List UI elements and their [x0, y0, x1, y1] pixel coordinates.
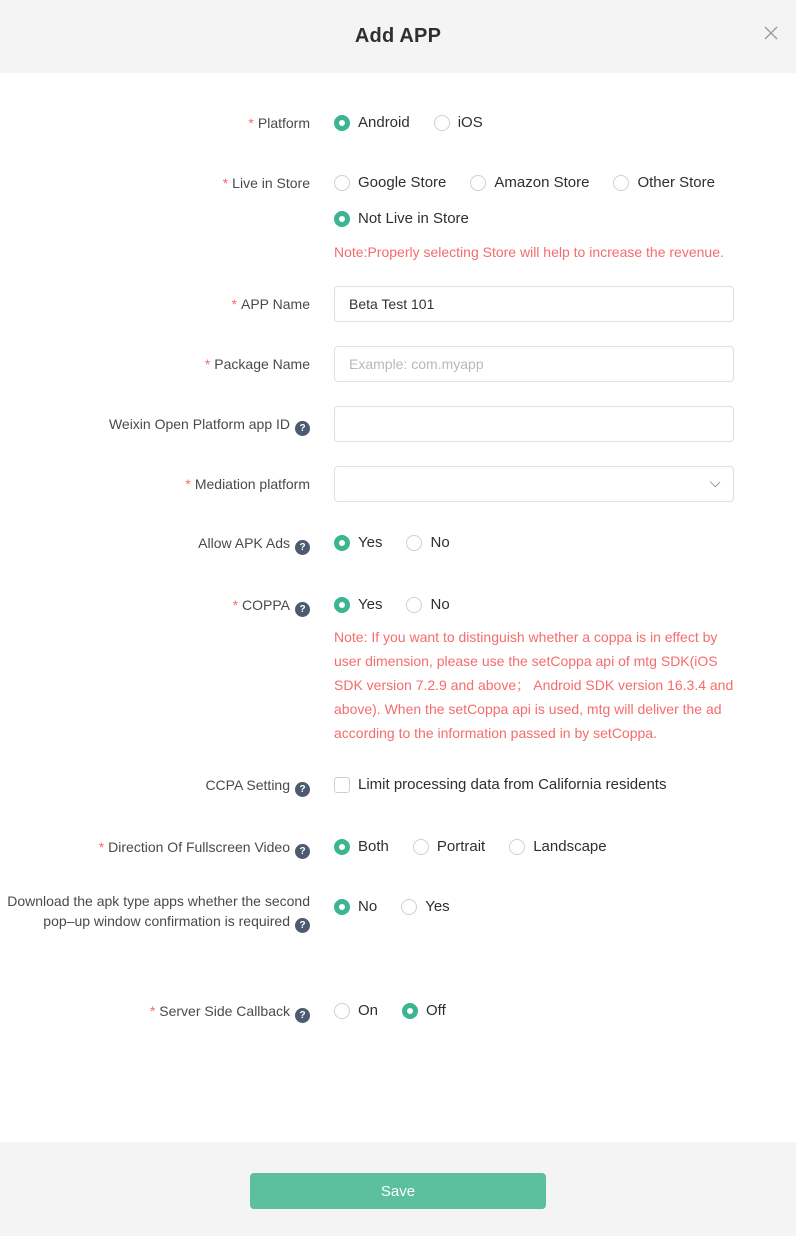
allow-apk-ads-radio-group	[334, 533, 734, 553]
chevron-down-icon	[710, 477, 721, 488]
mediation-platform-label: * Mediation platform	[185, 476, 310, 492]
weixin-app-id-label: Weixin Open Platform app ID ?	[0, 406, 310, 442]
radio-label: Yes	[358, 534, 383, 551]
radio-selected-icon	[334, 899, 350, 915]
callback-option-off[interactable]	[402, 1001, 446, 1021]
radio-icon	[413, 839, 429, 855]
coppa-option-yes[interactable]	[334, 595, 382, 615]
radio-label: Android	[358, 114, 410, 131]
ccpa-setting-label: CCPA Setting ?	[0, 775, 310, 797]
dialog-header	[0, 0, 796, 73]
dialog-title: Add APP	[354, 25, 442, 47]
required-marker: *	[231, 296, 237, 312]
apk-confirm-option-no[interactable]	[334, 897, 377, 917]
store-radio-group-line2	[334, 209, 734, 229]
radio-label: No	[430, 534, 450, 551]
radio-icon	[334, 175, 350, 191]
store-option-not-live[interactable]	[334, 209, 469, 229]
store-option-other[interactable]	[613, 173, 715, 193]
radio-label: On	[358, 1002, 379, 1019]
row-coppa	[0, 595, 796, 745]
radio-label: Yes	[425, 898, 450, 915]
allow-apk-ads-option-no[interactable]	[406, 533, 449, 553]
checkbox-icon	[334, 777, 350, 793]
apk-double-confirm-radio-group	[334, 897, 734, 917]
close-icon[interactable]	[762, 24, 780, 42]
allow-apk-ads-option-yes[interactable]	[334, 533, 382, 553]
fullscreen-direction-radio-group	[334, 837, 734, 857]
save-button[interactable]: Save	[250, 1173, 546, 1209]
radio-label: Portrait	[436, 838, 486, 855]
dialog-footer	[0, 1142, 796, 1236]
package-name-input[interactable]	[334, 346, 734, 382]
callback-option-on[interactable]	[334, 1001, 378, 1021]
store-note: Note:Properly selecting Store will help to increase the revenue.	[334, 244, 724, 260]
required-marker: *	[149, 1003, 156, 1019]
mediation-platform-select[interactable]	[334, 466, 734, 502]
row-server-side-callback	[0, 1001, 796, 1023]
radio-icon	[401, 899, 417, 915]
help-icon[interactable]: ?	[295, 540, 310, 555]
help-icon[interactable]: ?	[295, 602, 310, 617]
row-weixin-app-id	[0, 406, 796, 442]
radio-selected-icon	[334, 597, 350, 613]
row-apk-double-confirm	[0, 891, 796, 933]
coppa-option-no[interactable]	[406, 595, 449, 615]
ccpa-checkbox-option[interactable]	[334, 775, 734, 795]
platform-label: * Platform	[248, 115, 310, 131]
radio-label: Landscape	[533, 838, 607, 855]
coppa-note: Note: If you want to distinguish whether a coppa is in effect by user dimension, please use the setCoppa api of mtg SDK(iOS SDK version 7.2.9 and above； Android SDK version 16.3.4 and above). When the setCoppa api is used, mtg will deliver the ad according to the information passed in by setCoppa.	[334, 629, 734, 741]
app-name-input[interactable]	[334, 286, 734, 322]
radio-selected-icon	[402, 1003, 418, 1019]
apk-double-confirm-label: Download the apk type apps whether the second pop–up window confirmation is required ?	[7, 893, 310, 931]
store-option-google[interactable]	[334, 173, 446, 193]
radio-icon	[509, 839, 525, 855]
allow-apk-ads-label: Allow APK Ads ?	[0, 533, 310, 555]
help-icon[interactable]: ?	[295, 421, 310, 436]
required-marker: *	[248, 115, 254, 131]
help-icon[interactable]: ?	[295, 1008, 310, 1023]
help-icon[interactable]: ?	[295, 918, 310, 933]
package-name-label: * Package Name	[204, 356, 310, 372]
dialog-body	[0, 73, 796, 1023]
radio-icon	[613, 175, 629, 191]
row-mediation-platform	[0, 466, 796, 502]
direction-option-both[interactable]	[334, 837, 389, 857]
radio-icon	[406, 535, 422, 551]
required-marker: *	[204, 356, 211, 372]
platform-option-android[interactable]	[334, 113, 410, 133]
radio-label: Other Store	[637, 174, 715, 191]
radio-icon	[406, 597, 422, 613]
row-package-name	[0, 346, 796, 382]
row-app-name	[0, 286, 796, 322]
apk-confirm-option-yes[interactable]	[401, 897, 449, 917]
radio-selected-icon	[334, 211, 350, 227]
radio-icon	[334, 1003, 350, 1019]
required-marker: *	[232, 597, 239, 613]
radio-icon	[470, 175, 486, 191]
store-radio-group-line1	[334, 173, 734, 193]
row-ccpa-setting	[0, 775, 796, 797]
radio-selected-icon	[334, 115, 350, 131]
help-icon[interactable]: ?	[295, 782, 310, 797]
radio-label: Both	[358, 838, 389, 855]
help-icon[interactable]: ?	[295, 844, 310, 859]
coppa-radio-group	[334, 595, 734, 615]
radio-label: Off	[426, 1002, 446, 1019]
row-allow-apk-ads	[0, 533, 796, 555]
server-side-callback-radio-group	[334, 1001, 734, 1021]
radio-label: Yes	[358, 596, 383, 613]
radio-label: No	[430, 596, 450, 613]
row-platform	[0, 113, 796, 133]
radio-icon	[434, 115, 450, 131]
radio-label: Not Live in Store	[358, 210, 469, 227]
coppa-label: * COPPA ?	[0, 595, 310, 745]
row-live-in-store	[0, 173, 796, 264]
weixin-app-id-input[interactable]	[334, 406, 734, 442]
direction-option-landscape[interactable]	[509, 837, 606, 857]
checkbox-label: Limit processing data from California residents	[358, 776, 667, 793]
radio-selected-icon	[334, 535, 350, 551]
radio-label: Google Store	[358, 174, 447, 191]
radio-label: No	[358, 898, 378, 915]
radio-label: iOS	[457, 114, 483, 131]
platform-option-ios[interactable]	[434, 113, 483, 133]
direction-option-portrait[interactable]	[413, 837, 485, 857]
required-marker: *	[185, 476, 191, 492]
platform-radio-group	[334, 113, 734, 133]
store-option-amazon[interactable]	[470, 173, 589, 193]
required-marker: *	[98, 839, 105, 855]
live-in-store-label: * Live in Store	[222, 175, 310, 191]
server-side-callback-label: * Server Side Callback ?	[0, 1001, 310, 1023]
required-marker: *	[222, 175, 229, 191]
radio-label: Amazon Store	[494, 174, 590, 191]
radio-selected-icon	[334, 839, 350, 855]
app-name-label: * APP Name	[231, 296, 310, 312]
row-fullscreen-direction	[0, 837, 796, 859]
fullscreen-direction-label: * Direction Of Fullscreen Video ?	[0, 837, 310, 859]
